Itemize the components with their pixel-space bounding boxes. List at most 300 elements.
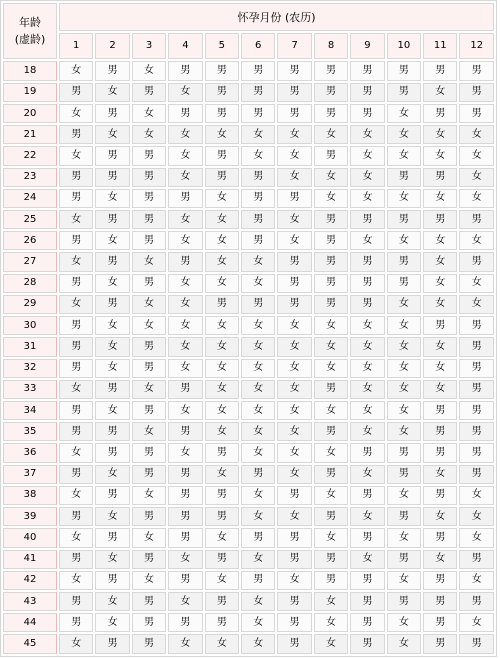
gender-cell: 男 <box>132 168 166 187</box>
gender-cell: 女 <box>95 592 129 611</box>
gender-cell: 女 <box>423 465 457 484</box>
gender-cell: 男 <box>387 252 421 271</box>
gender-cell: 女 <box>205 634 239 654</box>
gender-cell: 女 <box>241 252 275 271</box>
gender-cell: 男 <box>132 613 166 632</box>
gender-cell: 男 <box>59 359 93 378</box>
gender-cell: 女 <box>350 337 384 356</box>
gender-cell: 女 <box>314 592 348 611</box>
gender-cell: 男 <box>95 210 129 229</box>
gender-cell: 女 <box>277 507 311 526</box>
table-row <box>3 613 494 632</box>
gender-cell: 男 <box>459 443 494 462</box>
gender-cell: 女 <box>132 295 166 314</box>
gender-cell: 女 <box>387 486 421 505</box>
age-cell: 19 <box>3 83 57 102</box>
gender-cell: 男 <box>387 443 421 462</box>
gender-cell: 男 <box>459 634 494 654</box>
table-row <box>3 359 494 378</box>
gender-cell: 男 <box>423 486 457 505</box>
gender-cell: 男 <box>387 210 421 229</box>
month-header-4: 4 <box>168 33 202 59</box>
gender-cell: 女 <box>168 231 202 250</box>
gender-cell: 男 <box>350 571 384 590</box>
gender-cell: 女 <box>277 210 311 229</box>
gender-cell: 女 <box>423 295 457 314</box>
gender-cell: 男 <box>314 465 348 484</box>
gender-cell: 男 <box>459 83 494 102</box>
gender-cell: 女 <box>168 401 202 420</box>
gender-cell: 男 <box>59 274 93 293</box>
month-header-2: 2 <box>95 33 129 59</box>
gender-cell: 女 <box>241 592 275 611</box>
age-cell: 43 <box>3 592 57 611</box>
gender-cell: 男 <box>205 486 239 505</box>
gender-cell: 男 <box>423 168 457 187</box>
gender-cell: 男 <box>132 231 166 250</box>
age-cell: 23 <box>3 168 57 187</box>
gender-cell: 女 <box>241 380 275 399</box>
gender-cell: 男 <box>314 61 348 80</box>
gender-cell: 男 <box>423 210 457 229</box>
month-header-12: 12 <box>459 33 494 59</box>
gender-cell: 男 <box>350 613 384 632</box>
gender-cell: 男 <box>168 252 202 271</box>
gender-cell: 男 <box>277 634 311 654</box>
gender-cell: 女 <box>241 146 275 165</box>
gender-cell: 男 <box>423 634 457 654</box>
gender-cell: 女 <box>459 507 494 526</box>
gender-cell: 女 <box>459 295 494 314</box>
age-cell: 37 <box>3 465 57 484</box>
gender-cell: 女 <box>241 316 275 335</box>
gender-cell: 女 <box>459 125 494 144</box>
gender-cell: 女 <box>205 337 239 356</box>
gender-cell: 男 <box>168 571 202 590</box>
gender-cell: 女 <box>205 422 239 441</box>
gender-cell: 男 <box>314 507 348 526</box>
gender-cell: 女 <box>59 380 93 399</box>
gender-cell: 女 <box>168 337 202 356</box>
gender-cell: 男 <box>205 592 239 611</box>
gender-cell: 女 <box>95 359 129 378</box>
age-cell: 40 <box>3 528 57 547</box>
table-row <box>3 528 494 547</box>
gender-cell: 女 <box>168 146 202 165</box>
gender-cell: 女 <box>95 613 129 632</box>
gender-cell: 男 <box>241 231 275 250</box>
age-cell: 20 <box>3 104 57 123</box>
age-cell: 32 <box>3 359 57 378</box>
gender-cell: 女 <box>205 125 239 144</box>
age-cell: 18 <box>3 61 57 80</box>
gender-cell: 女 <box>350 168 384 187</box>
gender-cell: 女 <box>277 443 311 462</box>
gender-cell: 女 <box>241 507 275 526</box>
gender-cell: 男 <box>423 401 457 420</box>
gender-cell: 男 <box>459 465 494 484</box>
gender-cell: 男 <box>59 550 93 569</box>
gender-cell: 男 <box>205 104 239 123</box>
table-row <box>3 61 494 80</box>
gender-cell: 女 <box>350 189 384 208</box>
gender-cell: 女 <box>423 252 457 271</box>
gender-cell: 男 <box>95 168 129 187</box>
gender-cell: 女 <box>387 401 421 420</box>
gender-cell: 女 <box>95 231 129 250</box>
gender-cell: 男 <box>241 61 275 80</box>
gender-cell: 女 <box>241 443 275 462</box>
gender-cell: 女 <box>241 274 275 293</box>
gender-cell: 男 <box>132 146 166 165</box>
age-cell: 21 <box>3 125 57 144</box>
gender-cell: 男 <box>459 380 494 399</box>
gender-cell: 女 <box>59 295 93 314</box>
table-row <box>3 486 494 505</box>
gender-cell: 男 <box>459 316 494 335</box>
gender-cell: 男 <box>387 168 421 187</box>
gender-cell: 女 <box>205 571 239 590</box>
gender-cell: 男 <box>350 592 384 611</box>
table-row <box>3 252 494 271</box>
gender-cell: 男 <box>132 359 166 378</box>
gender-cell: 女 <box>59 104 93 123</box>
gender-cell: 女 <box>132 380 166 399</box>
age-header-sublabel: (虚龄) <box>14 33 46 47</box>
gender-cell: 男 <box>205 146 239 165</box>
gender-cell: 女 <box>387 571 421 590</box>
gender-cell: 女 <box>387 231 421 250</box>
gender-cell: 男 <box>241 104 275 123</box>
gender-cell: 男 <box>205 295 239 314</box>
gender-cell: 男 <box>350 486 384 505</box>
gender-cell: 女 <box>205 252 239 271</box>
table-row <box>3 507 494 526</box>
gender-cell: 女 <box>95 316 129 335</box>
gender-cell: 女 <box>350 422 384 441</box>
gender-cell: 男 <box>459 422 494 441</box>
gender-cell: 男 <box>132 443 166 462</box>
gender-cell: 男 <box>423 571 457 590</box>
gender-cell: 男 <box>241 528 275 547</box>
gender-cell: 女 <box>459 231 494 250</box>
gender-cell: 男 <box>59 422 93 441</box>
month-header-9: 9 <box>350 33 384 59</box>
month-header-10: 10 <box>387 33 421 59</box>
gender-cell: 男 <box>168 380 202 399</box>
gender-cell: 女 <box>205 465 239 484</box>
gender-cell: 女 <box>168 274 202 293</box>
table-row <box>3 125 494 144</box>
gender-cell: 女 <box>350 380 384 399</box>
gender-cell: 男 <box>59 231 93 250</box>
gender-cell: 女 <box>314 359 348 378</box>
gender-cell: 女 <box>277 231 311 250</box>
gender-cell: 男 <box>350 61 384 80</box>
month-header-6: 6 <box>241 33 275 59</box>
gender-cell: 男 <box>387 465 421 484</box>
gender-cell: 女 <box>95 337 129 356</box>
gender-cell: 男 <box>205 443 239 462</box>
gender-cell: 女 <box>277 465 311 484</box>
gender-cell: 女 <box>95 274 129 293</box>
age-cell: 38 <box>3 486 57 505</box>
gender-cell: 女 <box>350 465 384 484</box>
gender-cell: 女 <box>241 337 275 356</box>
gender-cell: 男 <box>459 359 494 378</box>
gender-cell: 男 <box>423 61 457 80</box>
gender-cell: 男 <box>350 295 384 314</box>
age-cell: 45 <box>3 634 57 654</box>
gender-cell: 男 <box>59 316 93 335</box>
gender-cell: 女 <box>387 359 421 378</box>
header-row-title <box>3 3 494 31</box>
gender-cell: 男 <box>314 83 348 102</box>
month-header-11: 11 <box>423 33 457 59</box>
header-row-months <box>3 33 494 59</box>
gender-cell: 女 <box>423 231 457 250</box>
gender-cell: 女 <box>423 125 457 144</box>
table-row <box>3 634 494 654</box>
gender-cell: 女 <box>350 550 384 569</box>
gender-cell: 女 <box>314 613 348 632</box>
gender-cell: 男 <box>459 401 494 420</box>
gender-cell: 男 <box>277 592 311 611</box>
gender-cell: 男 <box>95 295 129 314</box>
gender-cell: 男 <box>387 550 421 569</box>
gender-cell: 女 <box>241 634 275 654</box>
gender-cell: 女 <box>277 401 311 420</box>
gender-cell: 男 <box>132 592 166 611</box>
gender-cell: 女 <box>95 189 129 208</box>
gender-cell: 女 <box>95 507 129 526</box>
gender-cell: 男 <box>459 61 494 80</box>
age-cell: 36 <box>3 443 57 462</box>
gender-cell: 男 <box>314 252 348 271</box>
table-row <box>3 104 494 123</box>
gender-cell: 女 <box>205 316 239 335</box>
gender-cell: 男 <box>314 274 348 293</box>
gender-cell: 女 <box>423 274 457 293</box>
age-cell: 42 <box>3 571 57 590</box>
age-header-label: 年龄 <box>19 16 41 30</box>
gender-cell: 女 <box>459 274 494 293</box>
gender-cell: 女 <box>314 443 348 462</box>
gender-cell: 男 <box>168 61 202 80</box>
age-cell: 41 <box>3 550 57 569</box>
gender-cell: 女 <box>168 125 202 144</box>
gender-cell: 女 <box>95 401 129 420</box>
gender-cell: 男 <box>168 189 202 208</box>
gender-cell: 女 <box>387 634 421 654</box>
age-cell: 44 <box>3 613 57 632</box>
gender-cell: 女 <box>423 146 457 165</box>
gender-cell: 女 <box>59 634 93 654</box>
table-row <box>3 592 494 611</box>
table-row <box>3 168 494 187</box>
gender-cell: 男 <box>168 528 202 547</box>
gender-cell: 女 <box>314 401 348 420</box>
gender-cell: 女 <box>350 146 384 165</box>
age-cell: 24 <box>3 189 57 208</box>
gender-cell: 女 <box>241 613 275 632</box>
month-header-3: 3 <box>132 33 166 59</box>
table-row <box>3 465 494 484</box>
gender-cell: 男 <box>277 274 311 293</box>
gender-cell: 女 <box>423 550 457 569</box>
gender-cell: 女 <box>168 168 202 187</box>
gender-cell: 男 <box>387 592 421 611</box>
gender-cell: 男 <box>132 550 166 569</box>
gender-cell: 女 <box>387 295 421 314</box>
gender-cell: 男 <box>168 507 202 526</box>
gender-cell: 女 <box>277 168 311 187</box>
gender-cell: 男 <box>277 295 311 314</box>
gender-cell: 男 <box>95 104 129 123</box>
gender-cell: 女 <box>59 252 93 271</box>
gender-cell: 男 <box>241 83 275 102</box>
gender-cell: 男 <box>423 592 457 611</box>
gender-cell: 男 <box>350 210 384 229</box>
gender-cell: 女 <box>277 359 311 378</box>
gender-cell: 女 <box>168 210 202 229</box>
gender-cell: 男 <box>205 83 239 102</box>
gender-cell: 女 <box>132 422 166 441</box>
gender-cell: 女 <box>132 571 166 590</box>
gender-cell: 男 <box>459 252 494 271</box>
gender-cell: 女 <box>277 316 311 335</box>
gender-cell: 女 <box>423 83 457 102</box>
age-cell: 29 <box>3 295 57 314</box>
gender-cell: 男 <box>241 189 275 208</box>
gender-cell: 女 <box>205 210 239 229</box>
gender-cell: 男 <box>459 210 494 229</box>
gender-cell: 男 <box>95 422 129 441</box>
gender-cell: 男 <box>314 422 348 441</box>
gender-cell: 女 <box>168 550 202 569</box>
gender-cell: 男 <box>168 465 202 484</box>
gender-cell: 男 <box>459 104 494 123</box>
gender-cell: 男 <box>95 443 129 462</box>
gender-cell: 女 <box>205 528 239 547</box>
gender-cell: 男 <box>314 210 348 229</box>
gender-cell: 女 <box>205 274 239 293</box>
gender-cell: 女 <box>59 146 93 165</box>
gender-cell: 男 <box>241 465 275 484</box>
gender-cell: 女 <box>277 146 311 165</box>
gender-cell: 女 <box>459 168 494 187</box>
gender-cell: 男 <box>241 210 275 229</box>
gender-cell: 男 <box>350 634 384 654</box>
gender-cell: 男 <box>59 507 93 526</box>
gender-cell: 女 <box>423 337 457 356</box>
gender-cell: 男 <box>277 104 311 123</box>
gender-cell: 男 <box>95 528 129 547</box>
gender-cell: 女 <box>350 359 384 378</box>
gender-cell: 女 <box>168 295 202 314</box>
gender-cell: 女 <box>423 189 457 208</box>
table-row <box>3 422 494 441</box>
gender-cell: 男 <box>387 274 421 293</box>
gender-cell: 女 <box>205 401 239 420</box>
gender-cell: 女 <box>168 359 202 378</box>
gender-cell: 男 <box>387 61 421 80</box>
gender-cell: 女 <box>314 316 348 335</box>
gender-cell: 男 <box>277 613 311 632</box>
gender-cell: 男 <box>423 104 457 123</box>
gender-cell: 女 <box>277 380 311 399</box>
gender-cell: 女 <box>95 465 129 484</box>
gender-cell: 男 <box>205 507 239 526</box>
gender-cell: 男 <box>277 252 311 271</box>
gender-cell: 女 <box>132 125 166 144</box>
gender-cell: 男 <box>459 337 494 356</box>
age-cell: 31 <box>3 337 57 356</box>
gender-cell: 女 <box>387 125 421 144</box>
gender-cell: 女 <box>132 61 166 80</box>
gender-cell: 女 <box>241 550 275 569</box>
gender-cell: 男 <box>459 550 494 569</box>
gender-cell: 男 <box>95 486 129 505</box>
table-row <box>3 443 494 462</box>
gender-cell: 男 <box>132 634 166 654</box>
gender-cell: 男 <box>423 528 457 547</box>
gender-cell: 男 <box>95 252 129 271</box>
table-row <box>3 380 494 399</box>
age-cell: 26 <box>3 231 57 250</box>
gender-cell: 男 <box>241 571 275 590</box>
gender-cell: 女 <box>132 316 166 335</box>
gender-cell: 男 <box>132 189 166 208</box>
gender-cell: 男 <box>241 168 275 187</box>
gender-cell: 男 <box>314 550 348 569</box>
gender-cell: 男 <box>423 422 457 441</box>
age-cell: 35 <box>3 422 57 441</box>
gender-cell: 男 <box>59 613 93 632</box>
gender-cell: 女 <box>314 168 348 187</box>
gender-cell: 男 <box>277 528 311 547</box>
gender-cell: 女 <box>59 443 93 462</box>
gender-cell: 男 <box>350 528 384 547</box>
gender-cell: 男 <box>95 380 129 399</box>
gender-cell: 女 <box>459 146 494 165</box>
gender-cell: 女 <box>314 634 348 654</box>
gender-cell: 男 <box>314 380 348 399</box>
gender-cell: 女 <box>241 359 275 378</box>
table-row <box>3 571 494 590</box>
gender-cell: 女 <box>314 337 348 356</box>
gender-cell: 男 <box>132 507 166 526</box>
gender-cell: 女 <box>59 486 93 505</box>
month-header-7: 7 <box>277 33 311 59</box>
gender-cell: 男 <box>95 634 129 654</box>
gender-cell: 男 <box>314 231 348 250</box>
age-cell: 22 <box>3 146 57 165</box>
gender-cell: 男 <box>59 401 93 420</box>
gender-cell: 女 <box>168 634 202 654</box>
gender-cell: 男 <box>59 168 93 187</box>
gender-cell: 男 <box>314 146 348 165</box>
gender-cell: 女 <box>241 401 275 420</box>
gender-cell: 女 <box>59 571 93 590</box>
table-row <box>3 189 494 208</box>
gender-cell: 男 <box>132 274 166 293</box>
gender-cell: 男 <box>277 83 311 102</box>
table-row <box>3 231 494 250</box>
gender-cell: 女 <box>205 380 239 399</box>
gender-cell: 男 <box>350 83 384 102</box>
gender-cell: 女 <box>205 231 239 250</box>
